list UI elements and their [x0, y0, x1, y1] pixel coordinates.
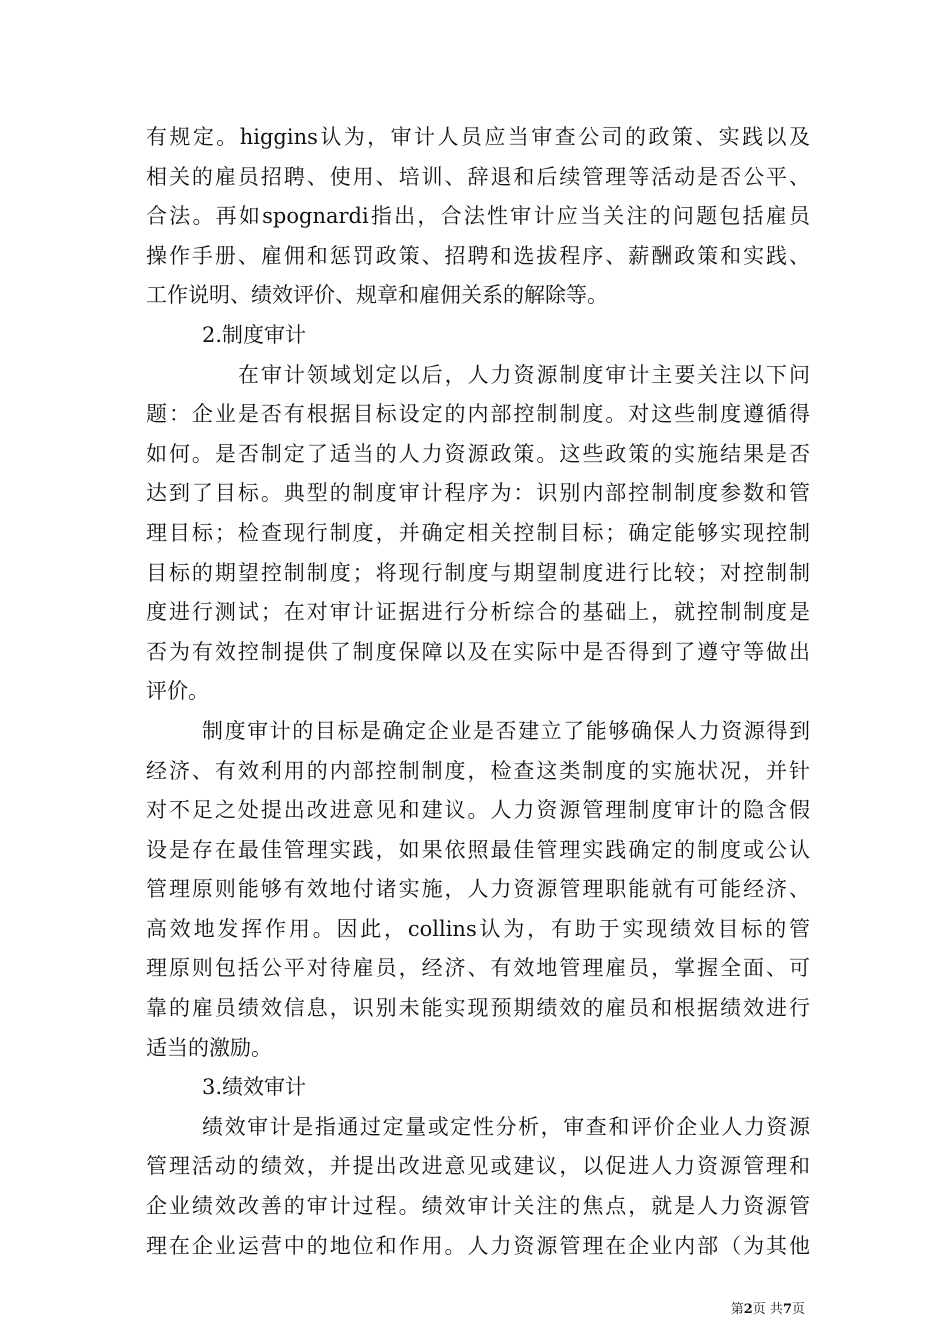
- text-line: 高效地发挥作用。因此，collins认为，有助于实现绩效目标的管: [146, 916, 810, 941]
- text-line: 管理原则能够有效地付诸实施，人力资源管理职能就有可能经济、: [146, 877, 810, 902]
- section-heading: 2.制度审计: [202, 322, 307, 347]
- total-pages-number: 7: [782, 1302, 792, 1317]
- text-line: 绩效审计是指通过定量或定性分析，审查和评价企业人力资源: [202, 1114, 810, 1139]
- text-line: 靠的雇员绩效信息，识别未能实现预期绩效的雇员和根据绩效进行: [146, 996, 810, 1021]
- text-line: 在审计领域划定以后，人力资源制度审计主要关注以下问: [238, 362, 810, 387]
- text-line: 工作说明、绩效评价、规章和雇佣关系的解除等。: [146, 283, 608, 308]
- text-line: 合法。再如spognardi指出，合法性审计应当关注的问题包括雇员: [146, 204, 810, 229]
- text-line: 理原则包括公平对待雇员，经济、有效地管理雇员，掌握全面、可: [146, 956, 810, 981]
- text-line: 有规定。higgins认为，审计人员应当审查公司的政策、实践以及: [146, 125, 810, 149]
- text-line: 设是存在最佳管理实践，如果依照最佳管理实践确定的制度或公认: [146, 837, 810, 862]
- footer-suffix: 页: [791, 1302, 805, 1317]
- footer-middle: 页 共: [752, 1302, 783, 1317]
- current-page-number: 2: [743, 1302, 753, 1317]
- text-line: 操作手册、雇佣和惩罚政策、招聘和选拔程序、薪酬政策和实践、: [146, 243, 810, 268]
- text-line: 企业绩效改善的审计过程。绩效审计关注的焦点，就是人力资源管: [146, 1194, 810, 1219]
- section-heading: 3.绩效审计: [202, 1075, 307, 1100]
- page-footer: [731, 1302, 805, 1318]
- text-line: 度进行测试；在对审计证据进行分析综合的基础上，就控制制度是: [146, 600, 810, 625]
- text-line: 理在企业运营中的地位和作用。人力资源管理在企业内部（为其他: [146, 1233, 810, 1258]
- text-line: 理目标；检查现行制度，并确定相关控制目标；确定能够实现控制: [146, 520, 810, 545]
- text-line: 相关的雇员招聘、使用、培训、辞退和后续管理等活动是否公平、: [146, 164, 810, 189]
- text-line: 评价。: [146, 679, 209, 704]
- text-line: 管理活动的绩效，并提出改进意见或建议，以促进人力资源管理和: [146, 1154, 810, 1179]
- text-line: 否为有效控制提供了制度保障以及在实际中是否得到了遵守等做出: [146, 639, 810, 664]
- text-line: 如何。是否制定了适当的人力资源政策。这些政策的实施结果是否: [146, 441, 810, 466]
- text-line: 目标的期望控制制度；将现行制度与期望制度进行比较；对控制制: [146, 560, 810, 585]
- text-line: 达到了目标。典型的制度审计程序为：识别内部控制制度参数和管: [146, 481, 810, 506]
- text-line: 题：企业是否有根据目标设定的内部控制制度。对这些制度遵循得: [146, 402, 810, 427]
- text-line: 制度审计的目标是确定企业是否建立了能够确保人力资源得到: [202, 718, 810, 743]
- text-line: 经济、有效利用的内部控制制度，检查这类制度的实施状况，并针: [146, 758, 810, 783]
- footer-prefix: 第: [730, 1302, 744, 1317]
- body-text: [146, 118, 810, 1266]
- text-line: 对不足之处提出改进意见和建议。人力资源管理制度审计的隐含假: [146, 798, 810, 823]
- text-line: 适当的激励。: [146, 1035, 272, 1060]
